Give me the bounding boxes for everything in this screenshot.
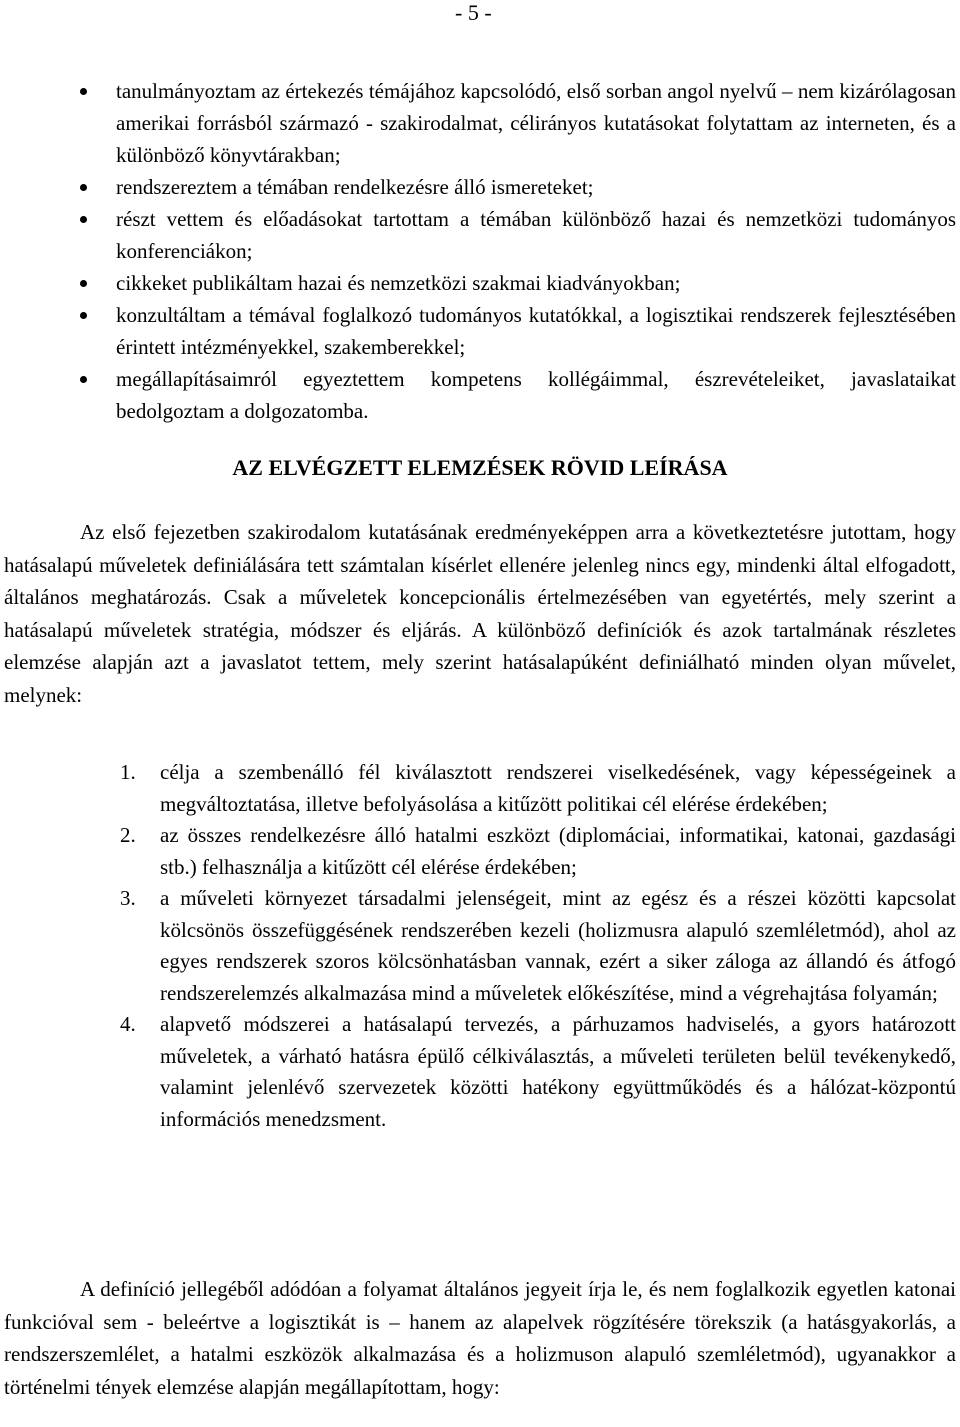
bullet-item bbox=[0, 75, 960, 171]
item-number: 2. bbox=[120, 823, 136, 847]
numbered-item bbox=[0, 820, 960, 883]
definition-criteria-list bbox=[0, 757, 960, 1135]
paragraph-analysis: Az első fejezetben szakirodalom kutatásának eredményeképpen arra a következtetésre jutottam, hogy hatásalapú műveletek definiálására tett számtalan kísérlet ellenére jelenleg nincs egy, mindenki által elfogadott, általános meghatározás. Csak a műveletek koncepcionális értelmezésében van egyetértés, mely szerint a hatásalapú műveletek stratégia, módszer és eljárás. A különböző definíciók és azok tartalmának részletes elemzése alapján azt a javaslatot tettem, mely szerint hatásalapúként definiálható minden olyan művelet, melynek: bbox=[4, 520, 956, 707]
item-text: célja a szembenálló fél kiválasztott rendszerei viselkedésének, vagy képességeinek a megváltoztatása, illetve befolyásolása a kitűzött politikai cél elérése érdekében; bbox=[160, 760, 956, 816]
numbered-item bbox=[0, 1009, 960, 1135]
bullet-item bbox=[0, 171, 960, 203]
numbered-item bbox=[0, 757, 960, 820]
item-number: 1. bbox=[120, 760, 136, 784]
bullet-text: megállapításaimról egyeztettem kompetens kollégáimmal, észrevételeiket, javaslataikat bedolgoztam a dolgozatomba. bbox=[116, 367, 956, 423]
numbered-item bbox=[0, 883, 960, 1009]
bullet-text: részt vettem és előadásokat tartottam a témában különböző hazai és nemzetközi tudományos konferenciákon; bbox=[116, 207, 956, 263]
bullet-text: rendszereztem a témában rendelkezésre álló ismereteket; bbox=[116, 175, 594, 199]
bullet-item bbox=[0, 299, 960, 363]
bullet-icon bbox=[80, 216, 87, 223]
bullet-item bbox=[0, 203, 960, 267]
methods-bullet-list bbox=[0, 75, 960, 427]
bullet-icon bbox=[80, 312, 87, 319]
bullet-text: tanulmányoztam az értekezés témájához kapcsolódó, első sorban angol nyelvű – nem kizárólagosan amerikai forrásból származó - szakirodalmat, célirányos kutatásokat folytattam az interneten, és a különböző könyvtárakban; bbox=[116, 79, 956, 167]
item-text: alapvető módszerei a hatásalapú tervezés, a párhuzamos hadviselés, a gyors határozott műveletek, a várható hatásra épülő célkiválasztás, a műveleti területen belül tevékenykedő, valamint jelenlévő szervezetek közötti hatékony együttműködés és a hálózat-központú információs menedzsment. bbox=[160, 1012, 956, 1131]
bullet-text: konzultáltam a témával foglalkozó tudományos kutatókkal, a logisztikai rendszerek fejlesztésében érintett intézményekkel, szakemberekkel; bbox=[116, 303, 956, 359]
bullet-icon bbox=[80, 184, 87, 191]
bullet-icon bbox=[80, 376, 87, 383]
bullet-icon bbox=[80, 88, 87, 95]
bullet-text: cikkeket publikáltam hazai és nemzetközi szakmai kiadványokban; bbox=[116, 271, 681, 295]
item-text: a műveleti környezet társadalmi jelenségeit, mint az egész és a részei közötti kapcsolat kölcsönös összefüggésének rendszerében kezeli (holizmusra alapuló szemléletmód), ahol az egyes rendszerek szoros kölcsönhatásban vannak, ezért a siker záloga az állandó és átfogó rendszerelemzés alkalmazása mind a műveletek előkészítése, mind a végrehajtása folyamán; bbox=[160, 886, 956, 1005]
page-number: - 5 - bbox=[455, 0, 492, 25]
bullet-icon bbox=[80, 280, 87, 287]
item-number: 4. bbox=[120, 1012, 136, 1036]
item-text: az összes rendelkezésre álló hatalmi eszközt (diplomáciai, informatikai, katonai, gazdasági stb.) felhasználja a kitűzött cél elérése érdekében; bbox=[160, 823, 956, 879]
bullet-item bbox=[0, 363, 960, 427]
section-heading: AZ ELVÉGZETT ELEMZÉSEK RÖVID LEÍRÁSA bbox=[232, 455, 728, 480]
item-number: 3. bbox=[120, 886, 136, 910]
bullet-item bbox=[0, 267, 960, 299]
paragraph-conclusion: A definíció jellegéből adódóan a folyamat általános jegyeit írja le, és nem foglalkozik egyetlen katonai funkcióval sem - beleértve a logisztikát is – hanem az alapelvek rögzítésére törekszik (a hatásgyakorlás, a rendszerszemlélet, a hatalmi eszközök alkalmazása és a holizmuson alapuló szemléletmód), ugyanakkor a történelmi tények elemzése alapján megállapítottam, hogy: bbox=[4, 1277, 956, 1399]
